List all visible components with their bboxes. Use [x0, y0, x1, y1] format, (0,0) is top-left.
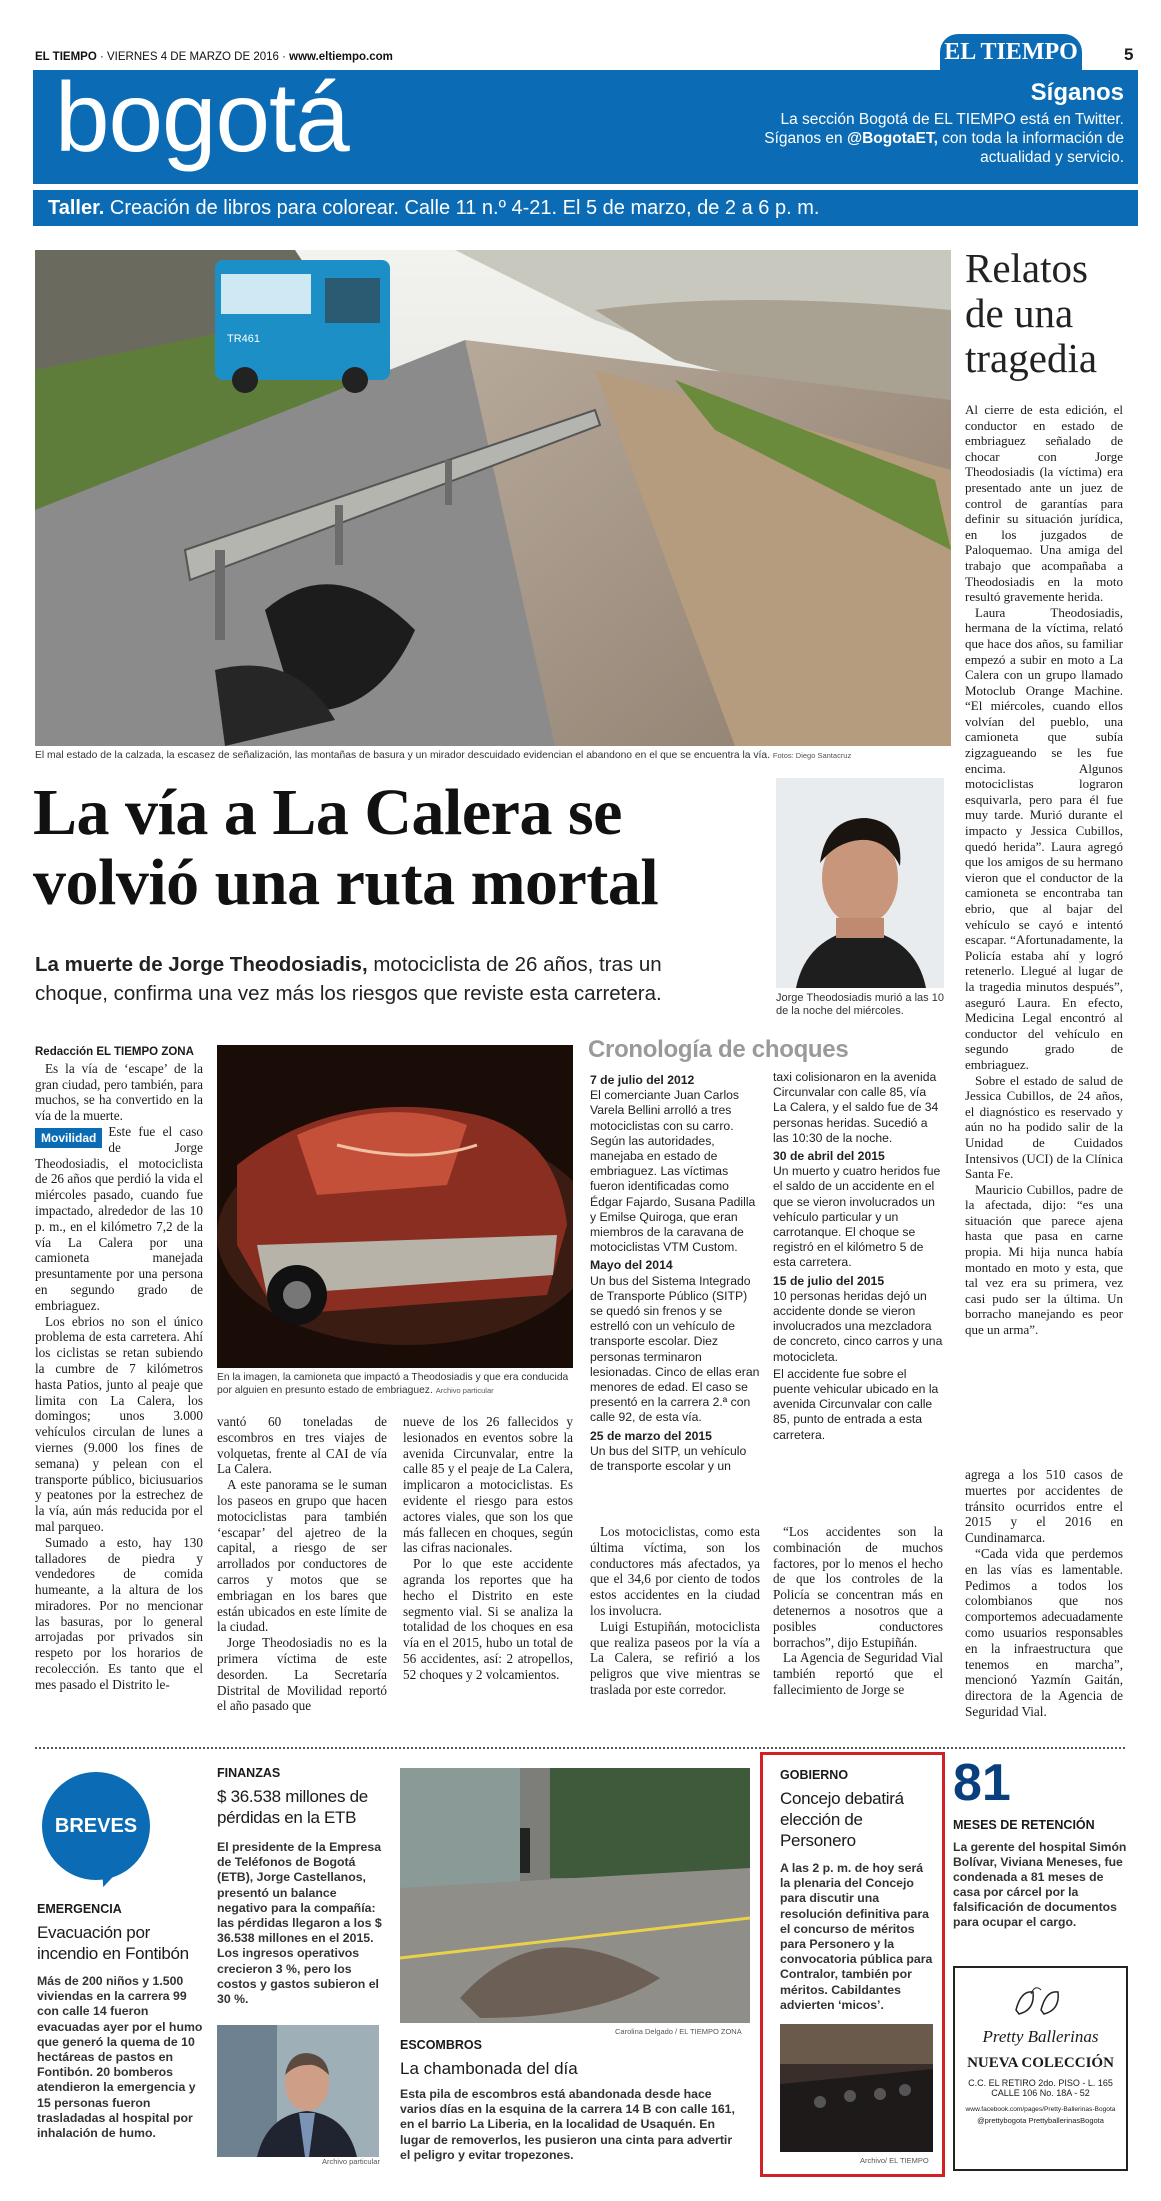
- sidebar-p2: Laura Theodosiadis, hermana de la víctima, relató que hace dos años, su familiar empezó a subir en moto a La Calera con un grupo llamado Motoclub Orange Machine. “El miércoles, cuando ellos volvían del pueblo, una camioneta que subía zigzagueando se les fue encima. Algunos motociclistas lograron esquivarla, pero para él fue muy tarde. Murió durante el impacto y Jessica Cubillos, quedó herida”. Laura agregó que los amigos de su hermano vieron que el conductor de la camioneta se encontraba tan ebrio, que al bajar del vehículo se cayó e intentó escapar. “Afortunadamente, la Policía estaba ahí y logró retenerlo. Llegué al lugar de la tragedia minutos después”, aseguró Laura. En efecto, Medicina Legal encontró al conductor del vehículo en segundo grado de embriaguez.: [965, 604, 1123, 1072]
- issue-date: · VIERNES 4 DE MARZO DE 2016 ·: [99, 51, 286, 63]
- ad-social[interactable]: @prettybogota PrettyballerinasBogota: [977, 2116, 1104, 2125]
- article-col4: [590, 1524, 760, 1698]
- rubble-image: [400, 1768, 750, 2023]
- executive-image: [217, 2025, 379, 2157]
- gobierno-brief: [780, 1768, 935, 2013]
- finanzas-text: El presidente de la Empresa de Teléfonos de Bogotá (ETB), Jorge Castellanos, presentó un balance negativo para la compañía: las pérdidas llegaron a los $ 36.538 millones en el 2015. Los ingresos operativos crecieron 3 %, pero los costos y gastos subieron el 30 %.: [217, 1840, 382, 2007]
- portrait-photo: [776, 778, 944, 988]
- article-lead: Es la vía de ‘escape’ de la gran ciudad, pero también, para muchos, se ha convertido en la vía de la muerte.: [35, 1060, 203, 1124]
- retention-number: 81: [953, 1754, 1011, 1812]
- follow-text: [744, 110, 1124, 167]
- gobierno-text: A las 2 p. m. de hoy será la plenaria del Concejo para discutir una resolución definitiva para el concurso de méritos para Personero y la convocatoria pública para Contralor, también por méritos. Cabildantes advierten ‘micos’.: [780, 1861, 933, 2012]
- ad-box[interactable]: [953, 1966, 1128, 2171]
- main-photo-credit: Fotos: Diego Santacruz: [772, 751, 852, 760]
- article-c3b: Por lo que este accidente agranda los reportes que ha hecho el Distrito en este segmento vial. Si se analiza la totalidad de los choques en esa vía en el 2015, hubo un total de 56 accidentes, así: 2 atropellos, 52 choques y 2 volcamientos.: [403, 1556, 573, 1682]
- crashed-car-image: [217, 1045, 573, 1368]
- article-c6b: “Cada vida que perdemos en las vías es lamentable. Pedimos a todos los colombianos que nos comportemos adecuadamente como usuarios responsables en la infraestructura que tenemos en marcha”, mencionó Yazmín Gaitán, directora de la Agencia de Seguridad Vial.: [965, 1545, 1123, 1719]
- sidebar-p1: Al cierre de esta edición, el conductor en estado de embriaguez señalado de chocar con Jorge Theodosiadis (la víctima) era presentado ante un juez de control de garantías para definir su situación jurídica, en los juzgados de Paloquemao. Una amiga del trabajo que acompañaba a Theodosiadis en la moto resultó gravemente herida.: [965, 402, 1123, 605]
- section-title: bogotá: [55, 62, 349, 172]
- site-url[interactable]: www.eltiempo.com: [289, 51, 393, 63]
- headline: [33, 778, 773, 918]
- chronology-title: Cronología de choques: [588, 1036, 849, 1063]
- portrait-image: [776, 778, 944, 988]
- subheadline-rest: motociclista de 26 años, tras un choque, confirma una vez más los riesgos que reviste esta carretera.: [35, 953, 662, 1005]
- chronology-col1: [590, 1070, 760, 1474]
- car-photo: [217, 1045, 573, 1368]
- car-photo-caption: [217, 1372, 573, 1397]
- main-photo: [35, 250, 951, 746]
- movilidad-block: [35, 1124, 203, 1314]
- article-c2c: Jorge Theodosiadis no es la primera víctima de este desorden. La Secretaría Distrital de Movilidad reportó el año pasado que: [217, 1635, 387, 1714]
- article-c2a: vantó 60 toneladas de escombros en tres viajes de volquetas, frente al CAI de vía La Calera.: [217, 1414, 387, 1477]
- article-col3: [403, 1414, 573, 1683]
- finanzas-label: FINANZAS: [217, 1766, 281, 1780]
- byline: Redacción EL TIEMPO ZONA: [35, 1046, 194, 1058]
- article-c1a: Este fue el caso de Jorge Theodosiadis, el motociclista de 26 años que perdió la vida el miércoles pasado, cuando fue impactado, alrededor de las 10 p. m., en el kilómetro 7,2 de la vía La Calera por una camioneta manejada presuntamente por una persona en segundo grado de embriaguez.: [35, 1123, 203, 1313]
- sidebar-p3: Sobre el estado de salud de Jessica Cubillos, de 24 años, el diagnóstico es reservado y aún no ha podido salir de la Unidad de Cuidados Intensivos (UCI) de la Clínica Santa Fe.: [965, 1072, 1123, 1182]
- chron-g-text: El accidente fue sobre el puente vehicular ubicado en la avenida Circunvalar con calle 85, punto de entrada a esta carretera.: [773, 1366, 939, 1442]
- follow-title: Síganos: [1030, 79, 1124, 106]
- twitter-handle[interactable]: @BogotaET,: [846, 130, 938, 147]
- finanzas-brief: [217, 1766, 389, 2007]
- escombros-title: La chambonada del día: [400, 2059, 578, 2078]
- article-c6a: agrega a los 510 casos de muertes por accidentes de tránsito ocurridos entre el 2015 y el 2016 en Cundinamarca.: [965, 1467, 1123, 1546]
- chron-c-date: 25 de marzo del 2015: [590, 1428, 712, 1443]
- executive-photo: [217, 2025, 379, 2157]
- section-banner: [33, 62, 1138, 184]
- retention-text: La gerente del hospital Simón Bolívar, Viviana Meneses, fue condenada a 81 meses de casa por cárcel por la falsificación de documentos para ocupar el cargo.: [953, 1840, 1127, 1929]
- chron-b-text: Un bus del Sistema Integrado de Transporte Público (SITP) se quedó sin frenos y se estrelló con un vehículo de transporte escolar. Diez personas terminaron lesionadas. Cinco de ellas eran menores de edad. El caso se presentó en la carrera 2.ª con calle 92, de esta vía.: [590, 1273, 760, 1425]
- road-scene-image: [35, 250, 951, 746]
- chron-f-text: 10 personas heridas dejó un accidente donde se vieron involucrados una mezcladora de concreto, cinco carros y una motocicleta.: [773, 1288, 943, 1364]
- headline-line2: volvió una ruta mortal: [33, 846, 659, 919]
- article-c5b: La Agencia de Seguridad Vial también reportó que el fallecimiento de Jorge se: [773, 1650, 943, 1697]
- ballerina-shoe-icon: [1011, 1980, 1071, 2020]
- headline-line1: La vía a La Calera se: [33, 776, 622, 849]
- breves-logo: BREVES: [54, 1815, 138, 1837]
- subheadline: [35, 950, 735, 1008]
- article-c1c: Sumado a esto, hay 130 talladores de piedra y vendedores de comida humeante, a la altura de los miradores. Por no mencionar las basuras, por lo general arrojadas por privados sin respeto por los horarios de recolección. Es tanto que el mes pasado el Distrito le-: [35, 1534, 203, 1692]
- sidebar-p4: Mauricio Cubillos, padre de la afectada, dijo: “es una situación que parece ajena hasta que pasa en carne propia. Mi hija nunca había montado en moto y esta, que tal vez era su primera, vez casi pudo ser la última. Un borracho manejando es peor que un arma”.: [965, 1181, 1123, 1338]
- chron-d-text: taxi colisionaron en la avenida Circunvalar con calle 85, vía La Calera, y el saldo fue de 34 personas heridas. Sucedió a las 10:30 de la noche.: [773, 1070, 939, 1145]
- ad-address1: C.C. EL RETIRO 2do. PISO - L. 165: [968, 2078, 1113, 2088]
- article-col6: [965, 1467, 1123, 1720]
- movilidad-tag: Movilidad: [35, 1128, 102, 1148]
- finanzas-title: $ 36.538 millones de pérdidas en la ETB: [217, 1787, 368, 1827]
- council-photo: [780, 2024, 933, 2152]
- emergencia-title: Evacuación por incendio en Fontibón: [37, 1923, 189, 1963]
- paper-name: EL TIEMPO: [35, 51, 97, 63]
- page-number: 5: [1124, 45, 1134, 64]
- rubble-photo-credit: Carolina Delgado / EL TIEMPO ZONA: [615, 2027, 742, 2036]
- chron-a-date: 7 de julio del 2012: [590, 1073, 695, 1087]
- article-col5: [773, 1524, 943, 1698]
- chron-b-date: Mayo del 2014: [590, 1258, 673, 1273]
- taller-label: Taller.: [48, 197, 105, 219]
- gobierno-title: Concejo debatirá elección de Personero: [780, 1789, 904, 1850]
- bus-route-label: TR461: [227, 333, 261, 345]
- retention-brief: [953, 1818, 1128, 1930]
- emergencia-brief: [37, 1902, 203, 2141]
- subheadline-bold: La muerte de Jorge Theodosiadis,: [35, 953, 368, 976]
- retention-label: MESES DE RETENCIÓN: [953, 1818, 1095, 1832]
- article-col1: [35, 1045, 203, 1693]
- chron-f-date: 15 de julio del 2015: [773, 1273, 885, 1288]
- finanzas-credit: Archivo particular: [322, 2157, 380, 2166]
- chron-e-text: Un muerto y cuatro heridos fue el saldo de un accidente en el que se vieron involucrados un vehículo particular y un carrotanque. El choque se registró en el kilómetro 5 de esta carretera.: [773, 1164, 941, 1270]
- car-photo-credit: Archivo particular: [435, 1385, 494, 1395]
- escombros-brief: [400, 2038, 745, 2163]
- eltiempo-logo: EL TIEMPO: [940, 34, 1082, 70]
- breves-bubble: [42, 1772, 150, 1880]
- ad-address2: CALLE 106 No. 18A - 52: [991, 2088, 1090, 2098]
- chron-c-text: Un bus del SITP, un vehículo de transporte escolar y un: [590, 1443, 747, 1474]
- ad-headline: NUEVA COLECCIÓN: [967, 2055, 1114, 2071]
- gobierno-label: GOBIERNO: [780, 1768, 849, 1782]
- ad-web[interactable]: www.facebook.com/pages/Pretty-Ballerinas-Bogota: [965, 2106, 1116, 2113]
- article-c4b: Luigi Estupiñán, motociclista que realiza paseos por la vía a La Calera, se refirió a los peligros que vive mientras se traslada por este corredor.: [590, 1618, 760, 1697]
- sidebar-title: Relatos de una tragedia: [965, 245, 1098, 381]
- portrait-caption: Jorge Theodosiadis murió a las 10 de la noche del miércoles.: [776, 992, 944, 1017]
- article-c4a: Los motociclistas, como esta última víctima, son los conductores más afectados, ya que el 34,6 por ciento de todos estos accidentes en la ciudad los involucra.: [590, 1524, 760, 1618]
- follow-pre: La sección Bogotá de EL TIEMPO está en Twitter. Síganos en: [764, 111, 1124, 147]
- emergencia-label: EMERGENCIA: [37, 1902, 122, 1916]
- emergencia-text: Más de 200 niños y 1.500 viviendas en la carrera 99 con calle 14 fueron evacuadas ayer por el humo que generó la quema de 10 hectáreas de pastos en Fontibón. 20 bomberos atendieron la emergencia y 15 personas fueron trasladadas al hospital por inhalación de humo.: [37, 1974, 203, 2141]
- escombros-text: Esta pila de escombros está abandonada desde hace varios días en la esquina de la carrera 14 B con calle 161, en el barrio La Liberia, en la localidad de Usaquén. En lugar de removerlos, les pusieron una cinta para advertir el peligro y evitar tropezones.: [400, 2087, 735, 2162]
- rubble-photo: [400, 1768, 750, 2023]
- article-c2b: A este panorama se le suman los paseos en grupo que hacen motociclistas para también ‘escapar’ del ajetreo de la capital, a riesgo de ser arrollados por conductores de carros y motos que se embriagan en los bares que están ubicados en este límite de la ciudad.: [217, 1477, 387, 1635]
- chron-e-date: 30 de abril del 2015: [773, 1149, 885, 1164]
- council-image: [780, 2024, 933, 2152]
- article-c1b: Los ebrios no son el único problema de esta carretera. Ahí los ciclistas se retan subiendo la cumbre de 7 kilómetros hasta Patios, junto al peaje que limita con La Calera, los domingos; unos 3.000 vehículos circulan de lunes a viernes (9.000 los fines de semana) y pelean con el transporte público, biciusuarios y peatones por la estrechez de la vía, aún más reducida por el mal parqueo.: [35, 1313, 203, 1534]
- taller-bar: [33, 190, 1138, 226]
- main-caption-text: El mal estado de la calzada, la escasez de señalización, las montañas de basura y un mirador descuidado evidencian el abandono en el que se encuentra la vía.: [35, 750, 770, 761]
- article-c5a: “Los accidentes son la combinación de muchos factores, por lo menos el hecho de que los controles de la Policía se concentran más en detenernos a nosotros que a posibles conductores borrachos”, dijo Estupiñán.: [773, 1524, 943, 1650]
- taller-text: Creación de libros para colorear. Calle 11 n.º 4-21. El 5 de marzo, de 2 a 6 p. m.: [104, 197, 820, 219]
- article-c3a: nueve de los 26 fallecidos y lesionados en eventos sobre la avenida Circunvalar, entre la calle 85 y el peaje de La Calera, implicaron a motociclistas. Es evidente el riesgo para estos actores viales, que son los que más fallecen en choques, según las cifras nacionales.: [403, 1414, 573, 1556]
- chronology-col2: [773, 1070, 943, 1443]
- section-divider: [35, 1747, 1125, 1749]
- chron-a-text: El comerciante Juan Carlos Varela Bellini arrolló a tres motociclistas con su carro. Según las autoridades, manejaba en estado de embriaguez. Las víctimas fueron identificadas como Édgar Fajardo, Susana Padilla y Emilse Quiroga, que eran miembros de la caravana de motociclistas VTM Custom.: [590, 1088, 756, 1255]
- article-col2: [217, 1414, 387, 1714]
- sidebar-body: [965, 402, 1123, 1338]
- escombros-label: ESCOMBROS: [400, 2038, 482, 2052]
- car-caption-text: En la imagen, la camioneta que impactó a Theodosiadis y que era conducida por alguien en presunto estado de embriaguez.: [217, 1372, 569, 1396]
- gobierno-credit: Archivo/ EL TIEMPO: [860, 2156, 929, 2165]
- main-photo-caption: [35, 750, 951, 763]
- follow-post: con toda la información de actualidad y servicio.: [937, 130, 1124, 166]
- ad-brand: Pretty Ballerinas: [982, 2027, 1099, 2046]
